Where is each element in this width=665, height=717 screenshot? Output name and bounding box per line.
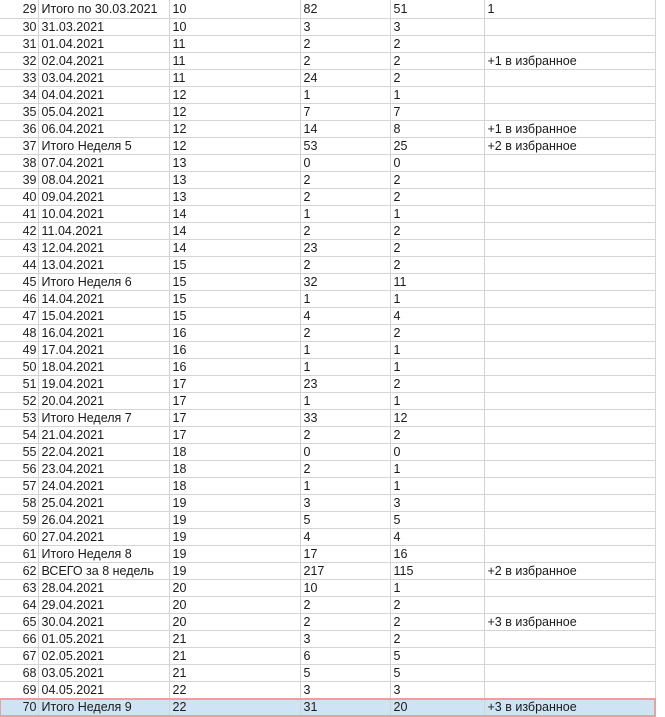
table-row[interactable] bbox=[0, 512, 655, 529]
table-row[interactable] bbox=[0, 427, 655, 444]
table-cell[interactable]: 1 bbox=[390, 342, 484, 359]
table-cell[interactable] bbox=[484, 308, 655, 325]
table-row[interactable] bbox=[0, 648, 655, 665]
table-cell[interactable]: 20 bbox=[169, 614, 300, 631]
table-cell[interactable]: 11 bbox=[169, 70, 300, 87]
table-cell[interactable]: 4 bbox=[300, 308, 390, 325]
table-cell[interactable]: 22.04.2021 bbox=[38, 444, 169, 461]
table-cell[interactable]: 19.04.2021 bbox=[38, 376, 169, 393]
row-header[interactable]: 43 bbox=[0, 240, 38, 257]
row-header[interactable]: 51 bbox=[0, 376, 38, 393]
table-row[interactable] bbox=[0, 0, 655, 19]
table-cell[interactable]: 1 bbox=[484, 0, 655, 19]
table-cell[interactable] bbox=[484, 665, 655, 682]
table-cell[interactable] bbox=[484, 393, 655, 410]
table-cell[interactable] bbox=[484, 682, 655, 699]
table-cell[interactable] bbox=[484, 478, 655, 495]
table-cell[interactable]: 2 bbox=[390, 240, 484, 257]
row-header[interactable]: 46 bbox=[0, 291, 38, 308]
table-cell[interactable]: 1 bbox=[300, 291, 390, 308]
table-cell[interactable]: 11 bbox=[169, 53, 300, 70]
table-cell[interactable]: 05.04.2021 bbox=[38, 104, 169, 121]
table-cell[interactable]: 14 bbox=[169, 206, 300, 223]
table-cell[interactable]: 06.04.2021 bbox=[38, 121, 169, 138]
table-cell[interactable]: 20 bbox=[169, 597, 300, 614]
table-row[interactable] bbox=[0, 325, 655, 342]
table-cell[interactable]: 2 bbox=[300, 614, 390, 631]
table-cell[interactable]: Итого Неделя 5 bbox=[38, 138, 169, 155]
table-cell[interactable]: 3 bbox=[300, 682, 390, 699]
table-cell[interactable]: 20 bbox=[169, 580, 300, 597]
table-row[interactable] bbox=[0, 665, 655, 682]
table-cell[interactable] bbox=[484, 444, 655, 461]
row-header[interactable]: 30 bbox=[0, 19, 38, 36]
table-row[interactable] bbox=[0, 206, 655, 223]
row-header[interactable]: 62 bbox=[0, 563, 38, 580]
row-header[interactable]: 58 bbox=[0, 495, 38, 512]
table-cell[interactable]: 16 bbox=[169, 342, 300, 359]
row-header[interactable]: 47 bbox=[0, 308, 38, 325]
table-cell[interactable] bbox=[484, 291, 655, 308]
table-cell[interactable]: 18.04.2021 bbox=[38, 359, 169, 376]
table-cell[interactable]: 16 bbox=[169, 359, 300, 376]
table-row[interactable] bbox=[0, 274, 655, 291]
table-cell[interactable]: 3 bbox=[300, 495, 390, 512]
table-row[interactable] bbox=[0, 580, 655, 597]
table-row[interactable] bbox=[0, 614, 655, 631]
table-cell[interactable]: 3 bbox=[300, 19, 390, 36]
table-cell[interactable]: 2 bbox=[390, 325, 484, 342]
table-row[interactable] bbox=[0, 36, 655, 53]
table-cell[interactable] bbox=[484, 206, 655, 223]
table-cell[interactable]: 17 bbox=[169, 427, 300, 444]
table-cell[interactable]: 14.04.2021 bbox=[38, 291, 169, 308]
table-row[interactable] bbox=[0, 597, 655, 614]
table-cell[interactable]: 32 bbox=[300, 274, 390, 291]
table-cell[interactable]: 21 bbox=[169, 665, 300, 682]
table-cell[interactable] bbox=[484, 631, 655, 648]
table-cell[interactable]: 1 bbox=[390, 461, 484, 478]
table-cell[interactable]: Итого Неделя 8 bbox=[38, 546, 169, 563]
table-row[interactable] bbox=[0, 546, 655, 563]
table-cell[interactable] bbox=[484, 87, 655, 104]
table-cell[interactable]: 24.04.2021 bbox=[38, 478, 169, 495]
table-cell[interactable]: 33 bbox=[300, 410, 390, 427]
table-cell[interactable]: 1 bbox=[300, 87, 390, 104]
table-cell[interactable]: 5 bbox=[300, 512, 390, 529]
table-cell[interactable]: 13 bbox=[169, 172, 300, 189]
table-cell[interactable]: 1 bbox=[300, 478, 390, 495]
table-cell[interactable] bbox=[484, 36, 655, 53]
table-cell[interactable]: 2 bbox=[300, 597, 390, 614]
table-cell[interactable] bbox=[484, 342, 655, 359]
table-cell[interactable]: 2 bbox=[300, 257, 390, 274]
table-cell[interactable]: 2 bbox=[390, 70, 484, 87]
row-header[interactable]: 57 bbox=[0, 478, 38, 495]
table-cell[interactable]: 07.04.2021 bbox=[38, 155, 169, 172]
table-cell[interactable]: 11 bbox=[390, 274, 484, 291]
table-row[interactable] bbox=[0, 631, 655, 648]
table-cell[interactable]: 4 bbox=[390, 529, 484, 546]
table-row[interactable] bbox=[0, 19, 655, 36]
table-cell[interactable]: 3 bbox=[390, 682, 484, 699]
table-cell[interactable]: 01.05.2021 bbox=[38, 631, 169, 648]
table-cell[interactable]: 15 bbox=[169, 291, 300, 308]
table-row[interactable] bbox=[0, 257, 655, 274]
table-cell[interactable]: 1 bbox=[390, 291, 484, 308]
row-header[interactable]: 33 bbox=[0, 70, 38, 87]
table-cell[interactable]: 8 bbox=[390, 121, 484, 138]
table-cell[interactable]: 21 bbox=[169, 648, 300, 665]
table-cell[interactable] bbox=[484, 359, 655, 376]
table-cell[interactable]: 4 bbox=[300, 529, 390, 546]
row-header[interactable]: 52 bbox=[0, 393, 38, 410]
table-cell[interactable]: 21 bbox=[169, 631, 300, 648]
table-cell[interactable]: 02.05.2021 bbox=[38, 648, 169, 665]
table-cell[interactable]: 20.04.2021 bbox=[38, 393, 169, 410]
row-header[interactable]: 54 bbox=[0, 427, 38, 444]
table-cell[interactable]: 15 bbox=[169, 308, 300, 325]
table-cell[interactable]: 2 bbox=[390, 36, 484, 53]
table-cell[interactable]: 30.04.2021 bbox=[38, 614, 169, 631]
table-cell[interactable]: 23.04.2021 bbox=[38, 461, 169, 478]
table-cell[interactable]: 0 bbox=[390, 155, 484, 172]
row-header[interactable]: 55 bbox=[0, 444, 38, 461]
table-cell[interactable]: Итого по 30.03.2021 bbox=[38, 0, 169, 19]
table-cell[interactable]: +1 в избранное bbox=[484, 121, 655, 138]
table-cell[interactable]: 16.04.2021 bbox=[38, 325, 169, 342]
row-header[interactable]: 68 bbox=[0, 665, 38, 682]
table-cell[interactable]: 11.04.2021 bbox=[38, 223, 169, 240]
row-header[interactable]: 37 bbox=[0, 138, 38, 155]
table-row[interactable] bbox=[0, 682, 655, 699]
table-cell[interactable]: 1 bbox=[390, 206, 484, 223]
table-cell[interactable]: 17 bbox=[300, 546, 390, 563]
row-header[interactable]: 60 bbox=[0, 529, 38, 546]
table-cell[interactable] bbox=[484, 495, 655, 512]
table-cell[interactable]: 2 bbox=[390, 189, 484, 206]
table-cell[interactable]: 3 bbox=[390, 19, 484, 36]
table-row[interactable] bbox=[0, 121, 655, 138]
table-cell[interactable]: 09.04.2021 bbox=[38, 189, 169, 206]
table-row[interactable] bbox=[0, 223, 655, 240]
table-row[interactable] bbox=[0, 478, 655, 495]
table-cell[interactable] bbox=[484, 376, 655, 393]
table-cell[interactable]: 10 bbox=[169, 19, 300, 36]
table-cell[interactable]: 31.03.2021 bbox=[38, 19, 169, 36]
table-cell[interactable]: 5 bbox=[390, 648, 484, 665]
table-cell[interactable]: 3 bbox=[300, 631, 390, 648]
table-row[interactable] bbox=[0, 87, 655, 104]
table-row[interactable] bbox=[0, 53, 655, 70]
table-cell[interactable]: 16 bbox=[169, 325, 300, 342]
table-cell[interactable] bbox=[484, 427, 655, 444]
table-cell[interactable]: 15 bbox=[169, 257, 300, 274]
table-cell[interactable]: 18 bbox=[169, 478, 300, 495]
row-header[interactable]: 53 bbox=[0, 410, 38, 427]
table-cell[interactable] bbox=[484, 274, 655, 291]
table-cell[interactable]: 22 bbox=[169, 699, 300, 716]
row-header[interactable]: 49 bbox=[0, 342, 38, 359]
table-cell[interactable]: 12 bbox=[390, 410, 484, 427]
table-cell[interactable]: 10 bbox=[169, 0, 300, 19]
table-cell[interactable]: 10 bbox=[300, 580, 390, 597]
table-cell[interactable] bbox=[484, 19, 655, 36]
table-cell[interactable]: 2 bbox=[300, 325, 390, 342]
table-cell[interactable] bbox=[484, 597, 655, 614]
table-cell[interactable]: 2 bbox=[390, 53, 484, 70]
table-cell[interactable]: 03.05.2021 bbox=[38, 665, 169, 682]
table-cell[interactable]: 19 bbox=[169, 512, 300, 529]
table-cell[interactable]: Итого Неделя 6 bbox=[38, 274, 169, 291]
table-cell[interactable]: 1 bbox=[390, 580, 484, 597]
table-cell[interactable]: 12.04.2021 bbox=[38, 240, 169, 257]
row-header[interactable]: 48 bbox=[0, 325, 38, 342]
table-cell[interactable]: 0 bbox=[300, 444, 390, 461]
table-cell[interactable]: 2 bbox=[300, 189, 390, 206]
table-cell[interactable]: 16 bbox=[390, 546, 484, 563]
row-header[interactable]: 32 bbox=[0, 53, 38, 70]
table-cell[interactable]: 4 bbox=[390, 308, 484, 325]
table-row[interactable] bbox=[0, 308, 655, 325]
table-cell[interactable]: 217 bbox=[300, 563, 390, 580]
table-cell[interactable]: 0 bbox=[300, 155, 390, 172]
table-cell[interactable]: 15.04.2021 bbox=[38, 308, 169, 325]
table-cell[interactable]: 2 bbox=[390, 614, 484, 631]
table-cell[interactable] bbox=[484, 410, 655, 427]
table-row[interactable] bbox=[0, 172, 655, 189]
row-header[interactable]: 67 bbox=[0, 648, 38, 665]
table-cell[interactable]: 17 bbox=[169, 376, 300, 393]
table-cell[interactable]: 2 bbox=[300, 172, 390, 189]
table-cell[interactable]: ВСЕГО за 8 недель bbox=[38, 563, 169, 580]
table-cell[interactable]: 5 bbox=[300, 665, 390, 682]
table-cell[interactable] bbox=[484, 257, 655, 274]
table-cell[interactable]: 13 bbox=[169, 189, 300, 206]
table-cell[interactable]: 2 bbox=[300, 223, 390, 240]
table-cell[interactable]: +2 в избранное bbox=[484, 563, 655, 580]
table-cell[interactable] bbox=[484, 189, 655, 206]
table-cell[interactable]: 2 bbox=[390, 597, 484, 614]
table-cell[interactable]: 82 bbox=[300, 0, 390, 19]
table-cell[interactable] bbox=[484, 240, 655, 257]
table-cell[interactable]: 22 bbox=[169, 682, 300, 699]
table-cell[interactable]: 115 bbox=[390, 563, 484, 580]
row-header[interactable]: 34 bbox=[0, 87, 38, 104]
table-cell[interactable]: 11 bbox=[169, 36, 300, 53]
table-cell[interactable]: 02.04.2021 bbox=[38, 53, 169, 70]
table-cell[interactable]: 12 bbox=[169, 138, 300, 155]
table-row[interactable] bbox=[0, 104, 655, 121]
row-header[interactable]: 35 bbox=[0, 104, 38, 121]
table-cell[interactable]: 19 bbox=[169, 529, 300, 546]
table-row[interactable] bbox=[0, 393, 655, 410]
table-cell[interactable]: 2 bbox=[390, 427, 484, 444]
table-cell[interactable]: 1 bbox=[390, 87, 484, 104]
table-cell[interactable] bbox=[484, 546, 655, 563]
table-cell[interactable]: 19 bbox=[169, 563, 300, 580]
row-header[interactable]: 50 bbox=[0, 359, 38, 376]
table-cell[interactable] bbox=[484, 461, 655, 478]
table-row[interactable] bbox=[0, 342, 655, 359]
row-header[interactable]: 66 bbox=[0, 631, 38, 648]
table-cell[interactable]: 08.04.2021 bbox=[38, 172, 169, 189]
table-cell[interactable]: 01.04.2021 bbox=[38, 36, 169, 53]
row-header[interactable]: 69 bbox=[0, 682, 38, 699]
table-row[interactable] bbox=[0, 359, 655, 376]
row-header[interactable]: 41 bbox=[0, 206, 38, 223]
table-cell[interactable]: 25.04.2021 bbox=[38, 495, 169, 512]
table-cell[interactable]: 12 bbox=[169, 121, 300, 138]
table-cell[interactable] bbox=[484, 104, 655, 121]
table-cell[interactable] bbox=[484, 529, 655, 546]
table-cell[interactable]: 7 bbox=[300, 104, 390, 121]
table-cell[interactable] bbox=[484, 512, 655, 529]
table-cell[interactable] bbox=[484, 325, 655, 342]
table-cell[interactable]: 18 bbox=[169, 444, 300, 461]
table-row[interactable] bbox=[0, 155, 655, 172]
row-header[interactable]: 42 bbox=[0, 223, 38, 240]
table-row[interactable] bbox=[0, 495, 655, 512]
table-row[interactable] bbox=[0, 291, 655, 308]
table-cell[interactable]: 19 bbox=[169, 495, 300, 512]
table-cell[interactable]: 15 bbox=[169, 274, 300, 291]
table-cell[interactable]: 17.04.2021 bbox=[38, 342, 169, 359]
table-cell[interactable]: 18 bbox=[169, 461, 300, 478]
table-cell[interactable]: 26.04.2021 bbox=[38, 512, 169, 529]
table-cell[interactable]: 2 bbox=[300, 53, 390, 70]
row-header[interactable]: 70 bbox=[0, 699, 38, 716]
table-cell[interactable]: 28.04.2021 bbox=[38, 580, 169, 597]
table-cell[interactable]: 31 bbox=[300, 699, 390, 716]
table-cell[interactable]: 04.05.2021 bbox=[38, 682, 169, 699]
table-row[interactable] bbox=[0, 189, 655, 206]
row-header[interactable]: 29 bbox=[0, 0, 38, 19]
table-cell[interactable]: 04.04.2021 bbox=[38, 87, 169, 104]
table-cell[interactable]: 7 bbox=[390, 104, 484, 121]
table-row[interactable] bbox=[0, 410, 655, 427]
table-row[interactable] bbox=[0, 376, 655, 393]
table-cell[interactable]: 2 bbox=[390, 223, 484, 240]
table-cell[interactable]: 12 bbox=[169, 104, 300, 121]
table-cell[interactable]: 13.04.2021 bbox=[38, 257, 169, 274]
table-cell[interactable]: 51 bbox=[390, 0, 484, 19]
row-header[interactable]: 56 bbox=[0, 461, 38, 478]
table-cell[interactable] bbox=[484, 70, 655, 87]
table-cell[interactable]: 19 bbox=[169, 546, 300, 563]
row-header[interactable]: 39 bbox=[0, 172, 38, 189]
table-cell[interactable]: 1 bbox=[300, 393, 390, 410]
table-row[interactable] bbox=[0, 240, 655, 257]
row-header[interactable]: 38 bbox=[0, 155, 38, 172]
table-row[interactable] bbox=[0, 699, 655, 716]
table-cell[interactable]: 2 bbox=[390, 172, 484, 189]
row-header[interactable]: 64 bbox=[0, 597, 38, 614]
row-header[interactable]: 45 bbox=[0, 274, 38, 291]
table-cell[interactable] bbox=[484, 648, 655, 665]
table-cell[interactable] bbox=[484, 580, 655, 597]
row-header[interactable]: 59 bbox=[0, 512, 38, 529]
row-header[interactable]: 61 bbox=[0, 546, 38, 563]
table-row[interactable] bbox=[0, 529, 655, 546]
table-cell[interactable]: Итого Неделя 9 bbox=[38, 699, 169, 716]
table-cell[interactable]: 1 bbox=[300, 359, 390, 376]
table-cell[interactable]: 13 bbox=[169, 155, 300, 172]
table-cell[interactable]: 2 bbox=[300, 461, 390, 478]
table-cell[interactable]: 14 bbox=[169, 223, 300, 240]
table-cell[interactable]: 10.04.2021 bbox=[38, 206, 169, 223]
table-cell[interactable]: 1 bbox=[300, 206, 390, 223]
table-cell[interactable]: 17 bbox=[169, 393, 300, 410]
table-cell[interactable]: 17 bbox=[169, 410, 300, 427]
table-cell[interactable]: 1 bbox=[300, 342, 390, 359]
table-cell[interactable]: 14 bbox=[169, 240, 300, 257]
row-header[interactable]: 36 bbox=[0, 121, 38, 138]
table-cell[interactable]: 29.04.2021 bbox=[38, 597, 169, 614]
table-cell[interactable]: 2 bbox=[390, 257, 484, 274]
table-cell[interactable]: 2 bbox=[390, 631, 484, 648]
row-header[interactable]: 63 bbox=[0, 580, 38, 597]
table-cell[interactable]: 2 bbox=[300, 36, 390, 53]
table-cell[interactable]: 23 bbox=[300, 376, 390, 393]
table-row[interactable] bbox=[0, 444, 655, 461]
table-cell[interactable]: +3 в избранное bbox=[484, 699, 655, 716]
table-cell[interactable] bbox=[484, 223, 655, 240]
table-cell[interactable]: 24 bbox=[300, 70, 390, 87]
table-cell[interactable]: 0 bbox=[390, 444, 484, 461]
table-cell[interactable] bbox=[484, 155, 655, 172]
table-cell[interactable]: 5 bbox=[390, 665, 484, 682]
table-cell[interactable]: 1 bbox=[390, 359, 484, 376]
table-cell[interactable]: 2 bbox=[390, 376, 484, 393]
table-cell[interactable]: 1 bbox=[390, 478, 484, 495]
table-cell[interactable]: 20 bbox=[390, 699, 484, 716]
table-cell[interactable]: 03.04.2021 bbox=[38, 70, 169, 87]
table-cell[interactable]: +3 в избранное bbox=[484, 614, 655, 631]
table-cell[interactable]: 5 bbox=[390, 512, 484, 529]
table-cell[interactable]: 27.04.2021 bbox=[38, 529, 169, 546]
table-cell[interactable]: 21.04.2021 bbox=[38, 427, 169, 444]
row-header[interactable]: 65 bbox=[0, 614, 38, 631]
row-header[interactable]: 40 bbox=[0, 189, 38, 206]
table-cell[interactable] bbox=[484, 172, 655, 189]
table-cell[interactable]: 1 bbox=[390, 393, 484, 410]
table-cell[interactable]: 14 bbox=[300, 121, 390, 138]
table-row[interactable] bbox=[0, 461, 655, 478]
table-cell[interactable]: 2 bbox=[300, 427, 390, 444]
table-cell[interactable]: 6 bbox=[300, 648, 390, 665]
table-cell[interactable]: +2 в избранное bbox=[484, 138, 655, 155]
table-cell[interactable]: 23 bbox=[300, 240, 390, 257]
table-cell[interactable]: 25 bbox=[390, 138, 484, 155]
table-cell[interactable]: 53 bbox=[300, 138, 390, 155]
row-header[interactable]: 44 bbox=[0, 257, 38, 274]
table-row[interactable] bbox=[0, 70, 655, 87]
table-cell[interactable]: 3 bbox=[390, 495, 484, 512]
table-row[interactable] bbox=[0, 563, 655, 580]
table-cell[interactable]: +1 в избранное bbox=[484, 53, 655, 70]
table-cell[interactable]: 12 bbox=[169, 87, 300, 104]
table-cell[interactable]: Итого Неделя 7 bbox=[38, 410, 169, 427]
row-header[interactable]: 31 bbox=[0, 36, 38, 53]
table-row[interactable] bbox=[0, 138, 655, 155]
